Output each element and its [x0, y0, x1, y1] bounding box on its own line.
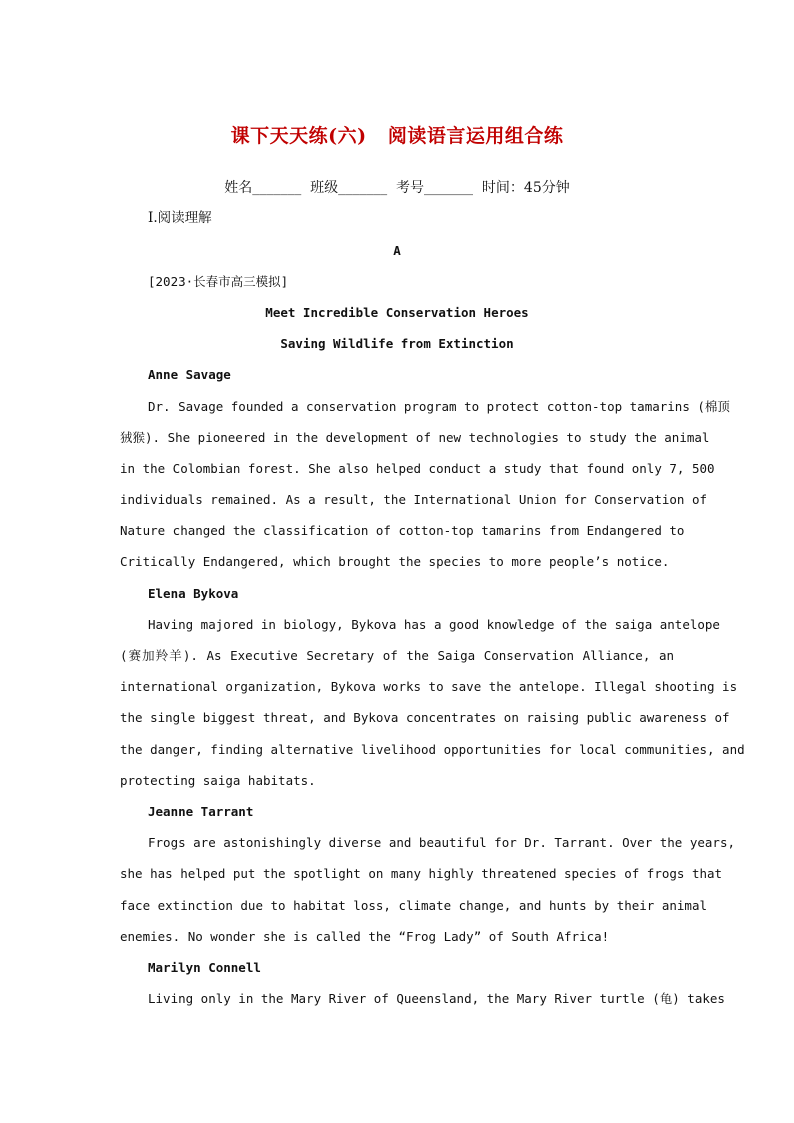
paragraph-line: protecting saiga habitats. [120, 773, 316, 788]
paragraph-line: Dr. Savage founded a conservation program to protect cotton-top tamarins (棉顶 [148, 399, 730, 414]
hero-name: Marilyn Connell [148, 960, 261, 975]
hero-name: Elena Bykova [148, 586, 239, 601]
paragraph-line: (赛加羚羊). As Executive Secretary of the Saiga Conservation Alliance, an [120, 648, 674, 663]
source-label: [2023·长春市高三模拟] [148, 274, 289, 289]
paragraph-line: she has helped put the spotlight on many highly threatened species of frogs that [120, 866, 723, 881]
paragraph-line: face extinction due to habitat loss, climate change, and hunts by their animal [120, 898, 707, 913]
paragraph-line: the danger, finding alternative livelihood opportunities for local communities, and [120, 742, 745, 757]
paragraph-line: Living only in the Mary River of Queensland, the Mary River turtle (龟) takes [148, 991, 725, 1006]
paragraph-line: Critically Endangered, which brought the species to more people’s notice. [120, 554, 670, 569]
subheadline: Saving Wildlife from Extinction [280, 336, 514, 351]
paragraph-line: enemies. No wonder she is called the “Frog Lady” of South Africa! [120, 929, 610, 944]
hero-name: Anne Savage [148, 367, 231, 382]
paragraph-line: international organization, Bykova works to save the antelope. Illegal shooting is [120, 679, 738, 694]
paragraph-line: Frogs are astonishingly diverse and beautiful for Dr. Tarrant. Over the years, [148, 835, 735, 850]
paragraph-line: 狨猴). She pioneered in the development of new technologies to study the animal [120, 430, 710, 445]
paragraph-line: Nature changed the classification of cotton-top tamarins from Endangered to [120, 523, 685, 538]
paragraph-line: the single biggest threat, and Bykova concentrates on raising public awareness of [120, 710, 730, 725]
section-heading: Ⅰ.阅读理解 [148, 210, 212, 226]
hero-name: Jeanne Tarrant [148, 804, 254, 819]
document-title: 课下天天练(六) 阅读语言运用组合练 [230, 125, 564, 147]
paragraph-line: individuals remained. As a result, the International Union for Conservation of [120, 492, 707, 507]
paragraph-line: Having majored in biology, Bykova has a good knowledge of the saiga antelope [148, 617, 720, 632]
paragraph-line: in the Colombian forest. She also helped conduct a study that found only 7, 500 [120, 461, 715, 476]
headline: Meet Incredible Conservation Heroes [265, 305, 529, 320]
part-label: A [393, 243, 401, 258]
exam-info-line: 姓名_______ 班级_______ 考号_______ 时间：45分钟 [224, 180, 570, 196]
